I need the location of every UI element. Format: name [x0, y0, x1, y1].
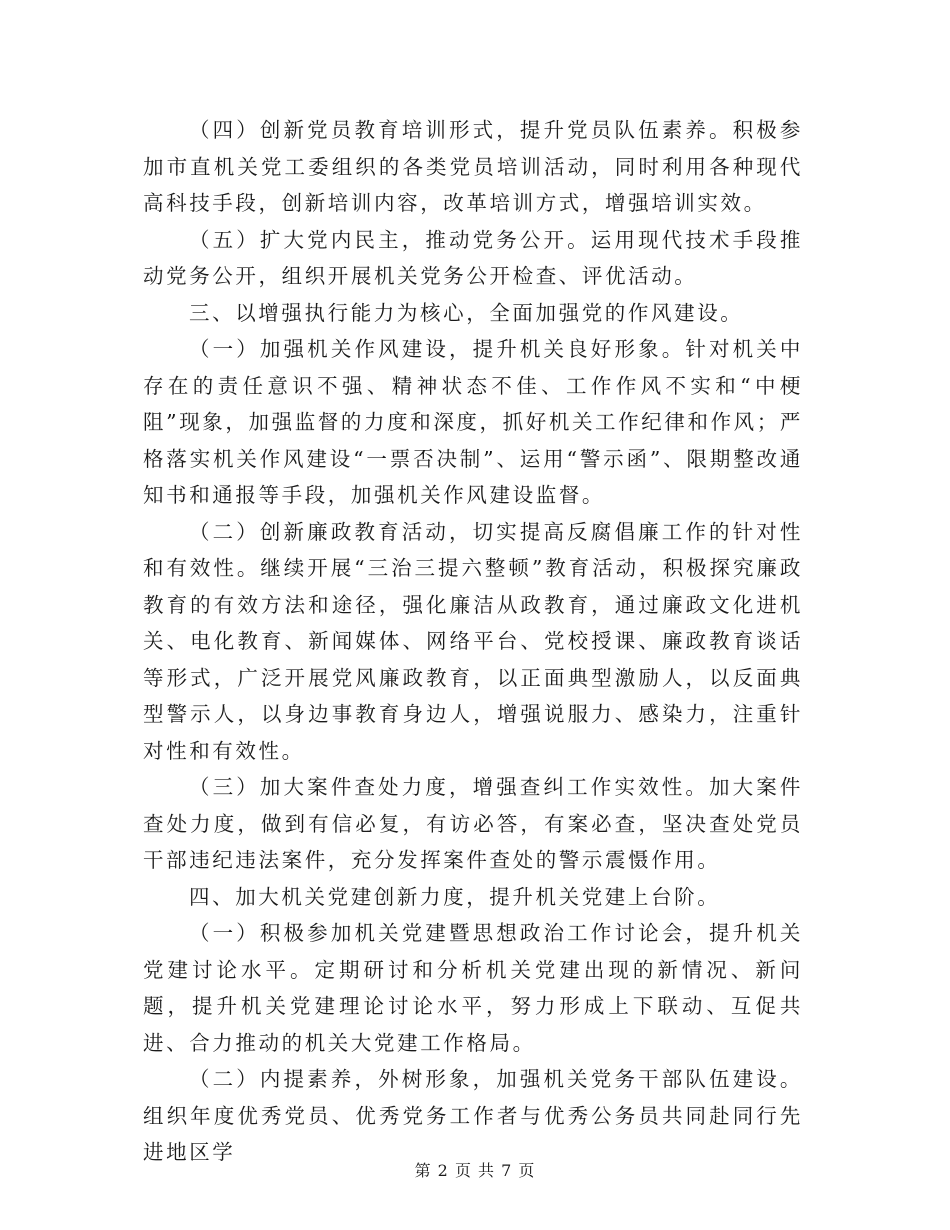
- paragraph-case-investigation: （三）加大案件查处力度，增强查纠工作实效性。加大案件查处力度，做到有信必复，有访必答，有案必查，坚决查处党员干部违纪违法案件，充分发挥案件查处的警示震慑作用。: [143, 775, 803, 872]
- paragraph-integrity-education: （二）创新廉政教育活动，切实提高反腐倡廉工作的针对性和有效性。继续开展“三治三提六整顿”教育活动，积极探究廉政教育的有效方法和途径，强化廉洁从政教育，通过廉政文化进机关、电化教育、新闻媒体、网络平台、党校授课、廉政教育谈话等形式，广泛开展党风廉政教育，以正面典型激励人，以反面典型警示人，以身边事教育身边人，增强说服力、感染力，注重针对性和有效性。: [143, 519, 803, 763]
- paragraph-cadre-team-building: （二）内提素养，外树形象，加强机关党务干部队伍建设。组织年度优秀党员、优秀党务工作者与优秀公务员共同赴同行先进地区学: [143, 1067, 803, 1164]
- paragraph-party-building-seminar: （一）积极参加机关党建暨思想政治工作讨论会，提升机关党建讨论水平。定期研讨和分析机关党建出现的新情况、新问题，提升机关党建理论讨论水平，努力形成上下联动、互促共进、合力推动的机关大党建工作格局。: [143, 921, 803, 1055]
- page-number-label: 第 2 页 共 7 页: [414, 1161, 536, 1180]
- paragraph-organ-work-style: （一）加强机关作风建设，提升机关良好形象。针对机关中存在的责任意识不强、精神状态不佳、工作作风不实和“中梗阻”现象，加强监督的力度和深度，抓好机关工作纪律和作风；严格落实机关作风建设“一票否决制”、运用“警示函”、限期整改通知书和通报等手段，加强机关作风建设监督。: [143, 337, 803, 507]
- section-heading-work-style: 三、以增强执行能力为核心，全面加强党的作风建设。: [189, 300, 744, 325]
- paragraph-party-training: （四）创新党员教育培训形式，提升党员队伍素养。积极参加市直机关党工委组织的各类党员培训活动，同时利用各种现代高科技手段，创新培训内容，改革培训方式，增强培训实效。: [143, 118, 803, 215]
- page-footer: [0, 1158, 950, 1181]
- section-heading-innovation: 四、加大机关党建创新力度，提升机关党建上台阶。: [189, 884, 721, 909]
- document-body: [143, 112, 803, 1171]
- paragraph-party-affairs-openness: （五）扩大党内民主，推动党务公开。运用现代技术手段推动党务公开，组织开展机关党务公开检查、评优活动。: [143, 227, 803, 288]
